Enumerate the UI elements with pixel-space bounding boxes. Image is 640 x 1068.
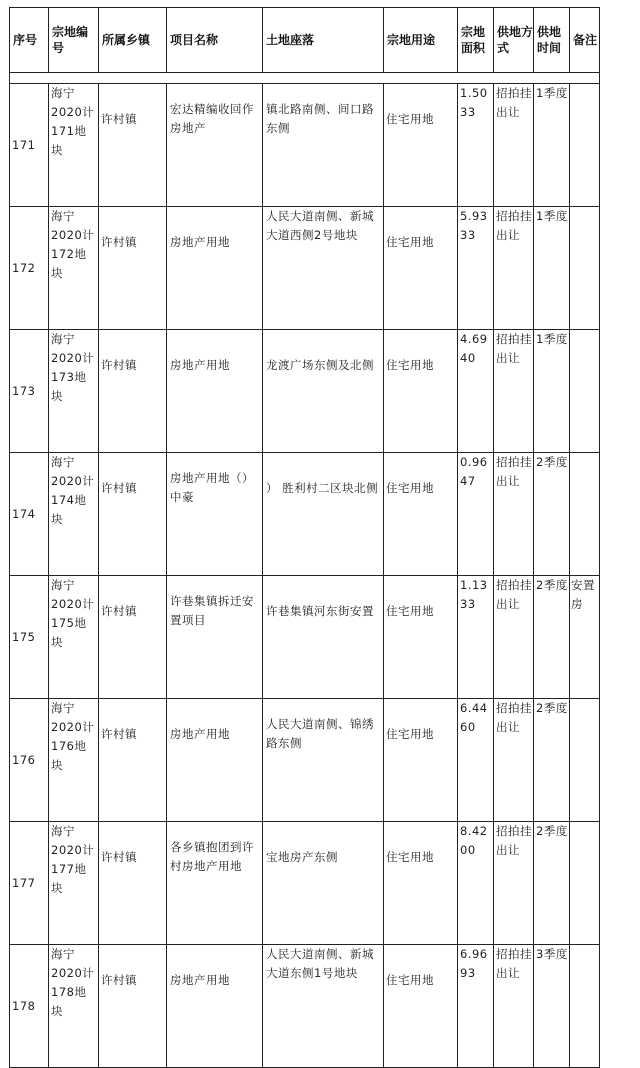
header-spacer [10,73,600,84]
row-supply-mode-cell: 招拍挂出让 [494,945,534,1068]
row-location-cell: 人民大道南侧、锦绣路东侧 [263,699,384,822]
row-code-cell: 海宁2020计173地块 [49,330,99,453]
table-row [10,576,600,699]
row-supply-mode-cell: 招拍挂出让 [494,576,534,699]
row-supply-time-cell: 2季度 [534,699,570,822]
row-index-cell: 173 [10,330,49,453]
row-supply-time-cell: 2季度 [534,453,570,576]
row-supply-time-cell: 1季度 [534,330,570,453]
row-index-cell: 176 [10,699,49,822]
row-code-cell: 海宁2020计177地块 [49,822,99,945]
row-supply-time-cell: 3季度 [534,945,570,1068]
row-index-cell: 172 [10,207,49,330]
row-code-cell: 海宁2020计176地块 [49,699,99,822]
row-index-cell: 175 [10,576,49,699]
header-area: 宗地面积 [458,8,494,73]
header-location: 土地座落 [263,8,384,73]
row-location-cell: ） 胜利村二区块北侧 [263,453,384,576]
header-use: 宗地用途 [384,8,458,73]
table-row [10,84,600,207]
row-use-cell: 住宅用地 [384,576,458,699]
row-code-cell: 海宁2020计171地块 [49,84,99,207]
table-row [10,945,600,1068]
row-area-cell: 5.9333 [458,207,494,330]
row-use-cell: 住宅用地 [384,84,458,207]
row-town-cell: 许村镇 [99,330,167,453]
row-town-cell: 许村镇 [99,207,167,330]
row-code-cell: 海宁2020计178地块 [49,945,99,1068]
row-location-cell: 人民大道南侧、新城大道东侧1号地块 [263,945,384,1068]
row-code-cell: 海宁2020计172地块 [49,207,99,330]
row-area-cell: 6.9693 [458,945,494,1068]
row-location-cell: 宝地房产东侧 [263,822,384,945]
row-town-cell: 许村镇 [99,84,167,207]
land-supply-table [9,7,600,1068]
table-row [10,822,600,945]
row-note-cell [570,84,600,207]
header-code: 宗地编号 [49,8,99,73]
row-project-cell: 房地产用地 [167,699,263,822]
header-project: 项目名称 [167,8,263,73]
header-supply-time: 供地时间 [534,8,570,73]
row-supply-time-cell: 1季度 [534,84,570,207]
row-supply-mode-cell: 招拍挂出让 [494,822,534,945]
row-project-cell: 各乡镇抱团到许村房地产用地 [167,822,263,945]
row-code-cell: 海宁2020计175地块 [49,576,99,699]
row-project-cell: 房地产用地（）中豪 [167,453,263,576]
row-project-cell: 宏达精编收回作房地产 [167,84,263,207]
row-area-cell: 0.9647 [458,453,494,576]
row-project-cell: 房地产用地 [167,207,263,330]
row-town-cell: 许村镇 [99,453,167,576]
row-project-cell: 许巷集镇拆迁安置项目 [167,576,263,699]
row-use-cell: 住宅用地 [384,207,458,330]
header-note: 备注 [570,8,600,73]
table-row [10,330,600,453]
row-index-cell: 178 [10,945,49,1068]
row-location-cell: 龙渡广场东侧及北侧 [263,330,384,453]
row-note-cell [570,330,600,453]
header-row [10,8,600,73]
row-supply-time-cell: 2季度 [534,576,570,699]
row-use-cell: 住宅用地 [384,453,458,576]
row-town-cell: 许村镇 [99,822,167,945]
row-use-cell: 住宅用地 [384,945,458,1068]
row-area-cell: 8.4200 [458,822,494,945]
table-row [10,207,600,330]
row-note-cell: 安置房 [570,576,600,699]
row-supply-time-cell: 1季度 [534,207,570,330]
table-row [10,453,600,576]
row-location-cell: 人民大道南侧、新城大道西侧2号地块 [263,207,384,330]
row-index-cell: 174 [10,453,49,576]
row-area-cell: 1.1333 [458,576,494,699]
row-supply-time-cell: 2季度 [534,822,570,945]
row-town-cell: 许村镇 [99,576,167,699]
row-supply-mode-cell: 招拍挂出让 [494,207,534,330]
row-note-cell [570,453,600,576]
row-note-cell [570,699,600,822]
row-index-cell: 177 [10,822,49,945]
row-index-cell: 171 [10,84,49,207]
row-supply-mode-cell: 招拍挂出让 [494,699,534,822]
row-supply-mode-cell: 招拍挂出让 [494,453,534,576]
row-area-cell: 1.5033 [458,84,494,207]
row-use-cell: 住宅用地 [384,699,458,822]
row-use-cell: 住宅用地 [384,822,458,945]
row-supply-mode-cell: 招拍挂出让 [494,330,534,453]
row-project-cell: 房地产用地 [167,945,263,1068]
header-town: 所属乡镇 [99,8,167,73]
row-area-cell: 6.4460 [458,699,494,822]
table-row [10,699,600,822]
row-note-cell [570,945,600,1068]
row-use-cell: 住宅用地 [384,330,458,453]
row-location-cell: 镇北路南侧、间口路东侧 [263,84,384,207]
row-area-cell: 4.6940 [458,330,494,453]
row-note-cell [570,822,600,945]
row-town-cell: 许村镇 [99,699,167,822]
row-code-cell: 海宁2020计174地块 [49,453,99,576]
row-supply-mode-cell: 招拍挂出让 [494,84,534,207]
row-project-cell: 房地产用地 [167,330,263,453]
row-note-cell [570,207,600,330]
row-location-cell: 许巷集镇河东街安置 [263,576,384,699]
header-index: 序号 [10,8,49,73]
row-town-cell: 许村镇 [99,945,167,1068]
header-supply-mode: 供地方式 [494,8,534,73]
